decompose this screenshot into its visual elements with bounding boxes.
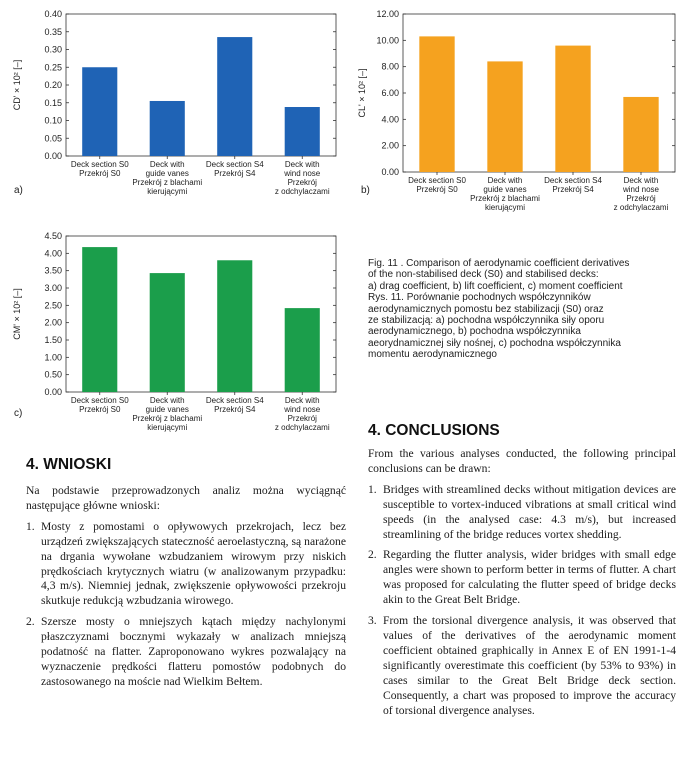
item-number: 1. xyxy=(368,482,377,496)
y-tick-label: 1.50 xyxy=(44,335,62,345)
x-tick-label: Deck section S4 xyxy=(205,396,264,405)
x-tick-label: kierującymi xyxy=(147,423,188,432)
chart-svg xyxy=(0,228,345,443)
conclusions-list xyxy=(368,483,676,719)
item-text: Szersze mosty o mniejszych kątach między nachylonymi płaszczyznami bocznymi wykazały w analizach mniejszą podatność na flatter. Zaproponowano wykres pozwalający na wyznaczenie prędkości flatteru pomostów podobnych do zastosowanego na moście nad Wielkim Bełtem. xyxy=(41,615,346,688)
x-tick-label: Deck with xyxy=(487,176,523,185)
section-heading-conclusions: 4. CONCLUSIONS xyxy=(368,422,500,439)
y-tick-label: 1.00 xyxy=(44,352,62,363)
y-tick-label: 0.35 xyxy=(44,26,62,37)
y-tick-label: 0.00 xyxy=(44,151,62,161)
lift-coefficient-chart xyxy=(345,0,691,215)
bar xyxy=(150,101,185,156)
item-number: 2. xyxy=(368,548,377,562)
item-text: Regarding the flutter analysis, wider bridges with small edge angles were shown to perform better in terms of flutter. A chart was proposed for calculating the flutter speed of bridge decks akin to the Great Belt Bridge. xyxy=(383,548,676,607)
caption-line: Rys. 11. Porównanie pochodnych współczynników xyxy=(368,292,591,304)
list-item xyxy=(368,614,676,718)
y-tick-label: 0.15 xyxy=(44,97,62,108)
bar xyxy=(623,97,658,172)
x-tick-label: Przekrój S4 xyxy=(214,405,256,414)
x-tick-label: wind nose xyxy=(622,185,660,194)
list-item xyxy=(26,615,346,690)
y-axis-label: CD' × 10² [–] xyxy=(12,59,22,111)
x-tick-label: Deck section S0 xyxy=(70,160,129,169)
conclusions-intro: From the various analyses conducted, the following principal conclusions can be drawn: xyxy=(368,447,676,475)
list-item xyxy=(368,548,676,608)
conclusions-section xyxy=(368,447,676,724)
x-tick-label: Przekrój S0 xyxy=(79,405,121,414)
caption-line: aeorydnamicznej siły nośnej, c) pochodna współczynnika xyxy=(368,337,621,349)
x-tick-label: z odchylaczami xyxy=(274,423,330,432)
y-tick-label: 8.00 xyxy=(381,61,399,72)
bar xyxy=(555,46,590,172)
x-tick-label: Przekrój S0 xyxy=(416,185,458,194)
caption-line: of the non-stabilised deck (S0) and stabilised decks: xyxy=(368,269,599,281)
bar xyxy=(487,61,522,172)
y-tick-label: 2.00 xyxy=(381,140,399,151)
x-tick-label: Przekrój z blachami xyxy=(132,414,203,423)
y-tick-label: 0.40 xyxy=(44,9,62,19)
x-tick-label: guide vanes xyxy=(483,185,527,194)
x-tick-label: guide vanes xyxy=(145,405,189,414)
x-tick-label: kierującymi xyxy=(147,187,188,196)
x-tick-label: Deck with xyxy=(284,396,320,405)
item-number: 2. xyxy=(26,615,35,629)
panel-label: c) xyxy=(14,408,23,419)
y-tick-label: 4.00 xyxy=(44,248,62,259)
y-tick-label: 0.50 xyxy=(44,369,62,380)
y-tick-label: 2.50 xyxy=(44,300,62,311)
x-tick-label: Deck section S4 xyxy=(544,176,602,185)
item-number: 3. xyxy=(368,614,377,628)
caption-line: ze stabilizacją: a) pochodna współczynnika siły oporu xyxy=(368,315,605,327)
x-tick-label: Deck with xyxy=(284,160,320,169)
wnioski-section xyxy=(26,484,346,696)
y-tick-label: 10.00 xyxy=(376,35,399,46)
y-tick-label: 4.50 xyxy=(44,231,62,241)
x-tick-label: kierującymi xyxy=(484,203,526,212)
x-tick-label: Przekrój S0 xyxy=(79,169,121,178)
x-tick-label: Przekrój z blachami xyxy=(132,178,203,187)
caption-line: Fig. 11 . Comparison of aerodynamic coefficient derivatives xyxy=(368,258,630,269)
item-text: Mosty z pomostami o opływowych przekrojach, lecz bez urządzeń zwiększających stateczność aeroelastyczną, są narażone na drgania wywołane wzbudzaniem wirowym przy niskich prędkościach krytycznych wiatru (w analizowanym przypadku: 4,3 m/s). Niemniej jednak, zwiększenie opływowości przekroju skutkuje redukcją wzbudzania wirowego. xyxy=(41,519,346,608)
x-tick-label: Deck section S0 xyxy=(408,176,466,185)
figure-caption xyxy=(368,258,668,361)
y-tick-label: 0.25 xyxy=(44,62,62,73)
x-tick-label: Przekrój S4 xyxy=(552,185,594,194)
x-tick-label: Przekrój z blachami xyxy=(470,194,540,203)
y-tick-label: 6.00 xyxy=(381,88,399,98)
y-tick-label: 2.00 xyxy=(44,317,62,328)
x-tick-label: Przekrój xyxy=(626,194,656,203)
y-tick-label: 4.00 xyxy=(381,114,399,125)
bar xyxy=(82,67,117,156)
y-tick-label: 12.00 xyxy=(376,9,399,19)
x-tick-label: z odchylaczami xyxy=(274,187,330,196)
x-tick-label: Przekrój S4 xyxy=(214,169,256,178)
item-number: 1. xyxy=(26,519,35,533)
y-tick-label: 3.00 xyxy=(44,283,62,293)
item-text: Bridges with streamlined decks without mitigation devices are susceptible to vortex-induced vibrations at small critical wind speeds (in the analysed case: 4.3 m/s), but increased streamlining of the bridge reduces vortex shedding. xyxy=(383,482,676,541)
y-tick-label: 0.00 xyxy=(44,387,62,397)
caption-line: momentu aerodynamicznego xyxy=(368,349,497,361)
x-tick-label: Deck section S4 xyxy=(205,160,264,169)
panel-label: b) xyxy=(361,185,370,196)
x-tick-label: guide vanes xyxy=(145,169,189,178)
x-tick-label: Przekrój xyxy=(287,414,317,423)
x-tick-label: z odchylaczami xyxy=(613,203,669,212)
bar xyxy=(150,273,185,392)
list-item xyxy=(368,483,676,543)
bar xyxy=(285,308,320,392)
x-tick-label: wind nose xyxy=(284,169,321,178)
x-tick-label: Deck with xyxy=(623,176,659,185)
drag-coefficient-chart xyxy=(0,0,345,215)
caption-line: aerodynamicznych pomostu bez stabilizacji (S0) oraz xyxy=(368,303,604,315)
y-tick-label: 0.00 xyxy=(381,167,399,177)
chart-svg xyxy=(345,0,691,215)
bar xyxy=(217,260,252,392)
y-tick-label: 0.10 xyxy=(44,115,62,126)
y-axis-label: CL' × 10² [–] xyxy=(357,68,367,118)
x-tick-label: wind nose xyxy=(284,405,321,414)
y-tick-label: 0.05 xyxy=(44,133,62,144)
caption-line: a) drag coefficient, b) lift coefficient, c) moment coefficient xyxy=(368,280,623,292)
bar xyxy=(82,247,117,392)
chart-svg xyxy=(0,0,345,215)
item-text: From the torsional divergence analysis, it was observed that values of the derivatives of the aerodynamic moment coefficient obtained graphically in Annex E of EN 1991-1-4 significantly overestimate this coefficient (by 53% to 93%) in cases similar to the Great Belt Bridge deck section. Consequently, a chart was proposed to improve the accuracy of torsional divergence analyses. xyxy=(383,614,676,717)
y-tick-label: 0.20 xyxy=(44,80,62,90)
bar xyxy=(419,36,454,172)
caption-line: aerodynamicznego, b) pochodna współczynnika xyxy=(368,326,581,338)
x-tick-label: Deck with xyxy=(149,396,185,405)
panel-label: a) xyxy=(14,185,23,196)
moment-coefficient-chart xyxy=(0,228,345,443)
section-heading-wnioski: 4. WNIOSKI xyxy=(26,456,112,473)
x-tick-label: Deck section S0 xyxy=(70,396,129,405)
list-item xyxy=(26,520,346,609)
wnioski-intro: Na podstawie przeprowadzonych analiz można wyciągnąć następujące główne wnioski: xyxy=(26,484,346,512)
y-axis-label: CM' × 10² [–] xyxy=(12,288,22,340)
bar xyxy=(217,37,252,156)
x-tick-label: Deck with xyxy=(149,160,185,169)
x-tick-label: Przekrój xyxy=(287,178,317,187)
y-tick-label: 0.30 xyxy=(44,44,62,55)
bar xyxy=(285,107,320,156)
wnioski-list xyxy=(26,520,346,690)
y-tick-label: 3.50 xyxy=(44,265,62,276)
